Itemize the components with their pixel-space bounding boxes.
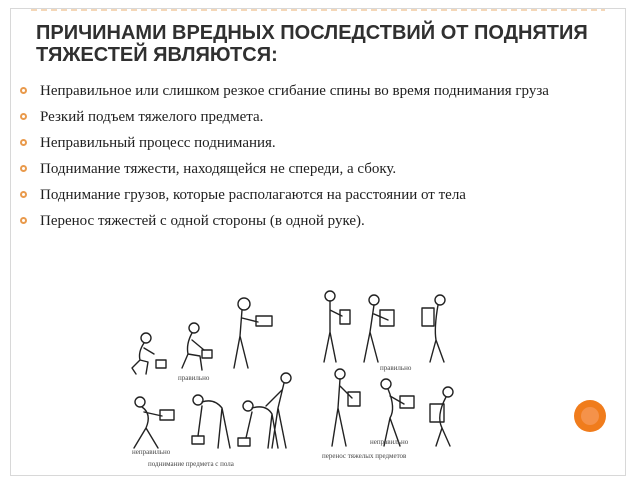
list-item bbox=[18, 134, 608, 153]
figure-kneel-correct bbox=[182, 323, 212, 370]
posture-drawings bbox=[118, 288, 478, 470]
list-item-text: Поднимание грузов, которые располагаются на расстоянии от тела bbox=[40, 187, 466, 203]
caption-left-top: правильно bbox=[178, 374, 210, 382]
lifting-posture-illustration bbox=[118, 288, 478, 470]
caption-left-bottom-2: поднимание предмета с пола bbox=[148, 460, 234, 468]
caption-right-bottom-2: перенос тяжелых предметов bbox=[322, 452, 407, 460]
figure-carry-correct-2 bbox=[364, 295, 394, 362]
list-item bbox=[18, 82, 608, 101]
bullet-icon bbox=[20, 191, 27, 198]
figure-backpack-correct bbox=[422, 295, 445, 362]
list-item bbox=[18, 160, 608, 179]
list-item-text: Резкий подъем тяжелого предмета. bbox=[40, 109, 264, 125]
figure-carry-wrong-2 bbox=[381, 379, 414, 446]
caption-right-top: правильно bbox=[380, 364, 412, 372]
list-item bbox=[18, 212, 608, 231]
bullet-list bbox=[18, 82, 608, 238]
figure-squat-wrong bbox=[134, 397, 174, 448]
list-item bbox=[18, 108, 608, 127]
list-item bbox=[18, 186, 608, 205]
figure-squat-correct bbox=[132, 333, 166, 374]
list-item-text: Неправильное или слишком резкое сгибание спины во время поднимания груза bbox=[40, 83, 549, 99]
figure-bend-wrong-2 bbox=[238, 401, 278, 448]
figure-carry-correct-1 bbox=[324, 291, 350, 362]
bullet-icon bbox=[20, 113, 27, 120]
list-item-text: Перенос тяжестей с одной стороны (в одной руке). bbox=[40, 213, 365, 229]
bullet-icon bbox=[20, 217, 27, 224]
slide-title: ПРИЧИНАМИ ВРЕДНЫХ ПОСЛЕДСТВИЙ ОТ ПОДНЯТИЯ ТЯЖЕСТЕЙ ЯВЛЯЮТСЯ: bbox=[36, 22, 588, 66]
figure-carry-wrong-1 bbox=[332, 369, 360, 446]
caption-left-bottom-1: неправильно bbox=[132, 448, 171, 456]
bullet-icon bbox=[20, 139, 27, 146]
list-item-text: Неправильный процесс поднимания. bbox=[40, 135, 276, 151]
figure-bend-wrong-1 bbox=[192, 395, 230, 448]
bullet-icon bbox=[20, 87, 27, 94]
decorative-band bbox=[31, 9, 605, 11]
figure-stand-lift-correct bbox=[234, 298, 272, 368]
list-item-text: Поднимание тяжести, находящейся не спереди, а сбоку. bbox=[40, 161, 397, 177]
decorative-orange-circle bbox=[574, 400, 606, 432]
figure-carry-wrong-3 bbox=[430, 387, 453, 446]
bullet-icon bbox=[20, 165, 27, 172]
caption-right-bottom-1: неправильно bbox=[370, 438, 409, 446]
